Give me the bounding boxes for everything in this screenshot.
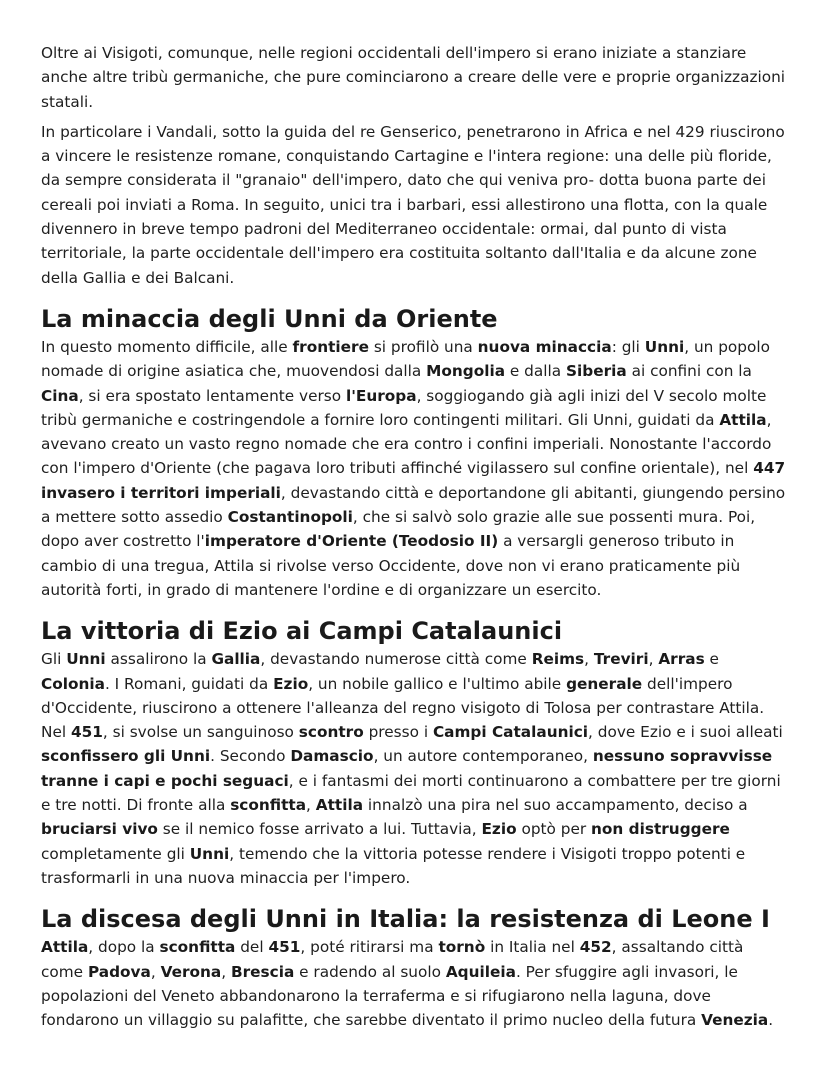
- section-heading-leone-i: La discesa degli Unni in Italia: la resistenza di Leone I: [41, 905, 770, 934]
- section-heading-campi-catalaunici: La vittoria di Ezio ai Campi Catalaunici: [41, 617, 563, 646]
- intro-paragraph-1: Oltre ai Visigoti, comunque, nelle regioni occidentali dell'impero si erano iniziate a stanziare anche altre tribù germaniche, che pure cominciarono a creare delle vere e proprie organizzazioni statali.: [41, 44, 786, 111]
- section-heading-unni-oriente: La minaccia degli Unni da Oriente: [41, 304, 498, 333]
- intro-paragraph-2: In particolare i Vandali, sotto la guida del re Genserico, penetrarono in Africa e nel 429 riuscirono a vincere le resistenze romane, conquistando Cartagine e l'intera regione: una delle più floride, da sempre considerata il "granaio" dell'impero, dato che qui veniva pro- dotta buona parte dei cereali poi inviati a Roma. In seguito, unici tra i barbari, essi allestirono una flotta, con la quale divennero in breve tempo padroni del Mediterraneo occidentale: ormai, dal punto di vista territoriale, la parte occidentale dell'impero era costituita soltanto dall'Italia e da alcune zone della Gallia e dei Balcani.: [41, 122, 785, 287]
- section-paragraph-leone-i: Attila, dopo la sconfitta del 451, poté ritirarsi ma tornò in Italia nel 452, assaltando città come Padova, Verona, Brescia e radendo al suolo Aquileia. Per sfuggire agli invasori, le popolazioni del Veneto abbandonarono la terraferma e si rifugiarono nella laguna, dove fondarono un villaggio su palafitte, che sarebbe diventato il primo nucleo della futura Venezia.: [41, 938, 774, 1030]
- section-paragraph-campi-catalaunici: Gli Unni assalirono la Gallia, devastando numerose città come Reims, Treviri, Arras e Colonia. I Romani, guidati da Ezio, un nobile gallico e l'ultimo abile generale dell'impero d'Occidente, riuscirono a ottenere l'alleanza del regno visigoto di Tolosa per contrastare Attila. Nel 451, si svolse un sanguinoso scontro presso i Campi Catalaunici, dove Ezio e i suoi alleati sconfissero gli Unni. Secondo Damascio, un autore contemporaneo, nessuno sopravvisse tranne i capi e pochi seguaci, e i fantasmi dei morti continuarono a combattere per tre giorni e tre notti. Di fronte alla sconfitta, Attila innalzò una pira nel suo accampamento, deciso a bruciarsi vivo se il nemico fosse arrivato a lui. Tuttavia, Ezio optò per non distruggere completamente gli Unni, temendo che la vittoria potesse rendere i Visigoti troppo potenti e trasformarli in una nuova minaccia per l'impero.: [41, 650, 783, 887]
- section-paragraph-unni-oriente: In questo momento difficile, alle frontiere si profilò una nuova minaccia: gli Unni, un popolo nomade di origine asiatica che, muovendosi dalla Mongolia e dalla Siberia ai confini con la Cina, si era spostato lentamente verso l'Europa, soggiogando già agli inizi del V secolo molte tribù germaniche e costringendole a fornire loro contingenti militari. Gli Unni, guidati da Attila, avevano creato un vasto regno nomade che era contro i confini imperiali. Nonostante l'accordo con l'impero d'Oriente (che pagava loro tributi affinché vigilassero sul confine orientale), nel 447 invasero i territori imperiali, devastando città e deportandone gli abitanti, giungendo persino a mettere sotto assedio Costantinopoli, che si salvò solo grazie alle sue possenti mura. Poi, dopo aver costretto l'imperatore d'Oriente (Teodosio II) a versargli generoso tributo in cambio di una tregua, Attila si rivolse verso Occidente, dove non vi erano praticamente più autorità forti, in grado di mantenere l'ordine e di organizzare un esercito.: [41, 337, 786, 599]
